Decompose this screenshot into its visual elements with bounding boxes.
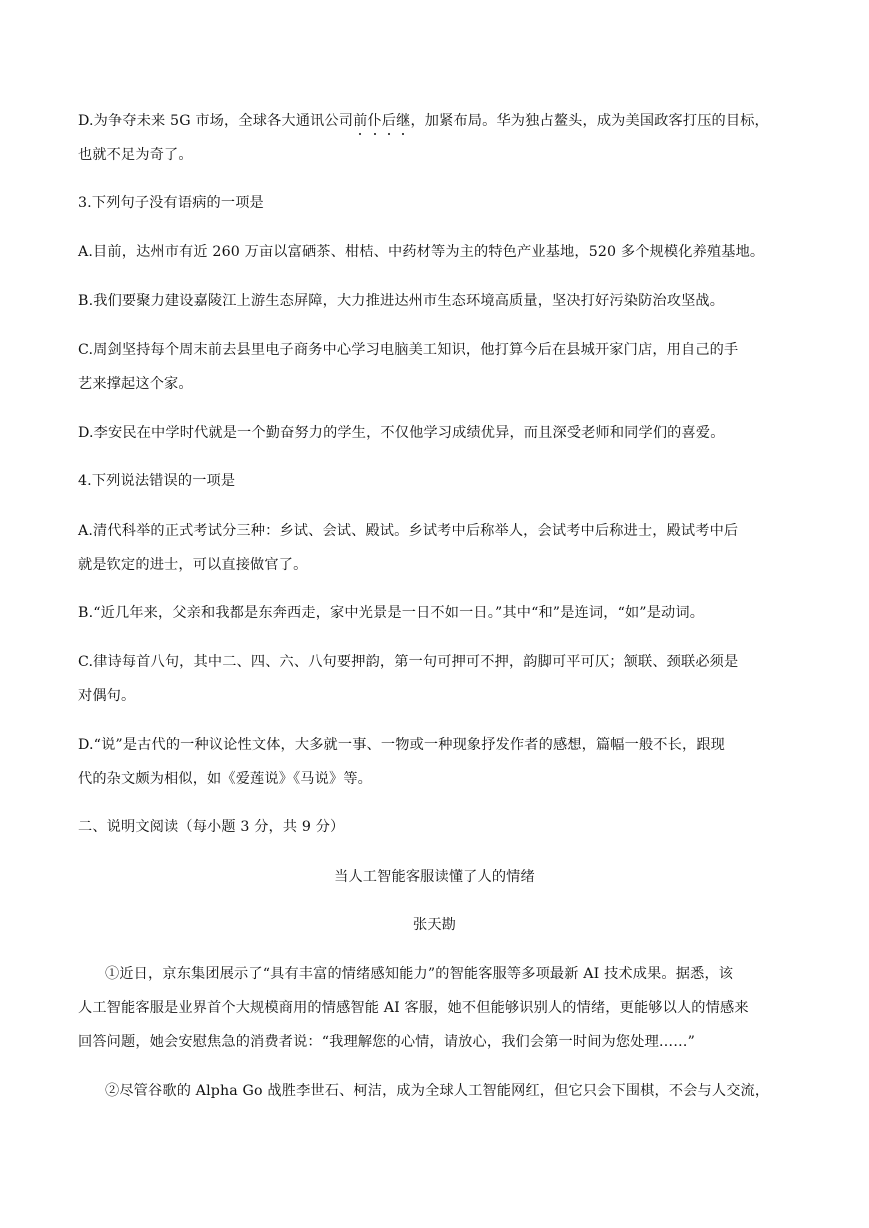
q3-option-b: B.我们要聚力建设嘉陵江上游生态屏障，大力推进达州市生态环境高质量，坚决打好污染防治攻坚战。: [78, 293, 725, 309]
emphasis-char-2: 仆: [367, 113, 382, 129]
q4-option-a-line1: A.清代科举的正式考试分三种：乡试、会试、殿试。乡试考中后称举人，会试考中后称进士，殿试考中后: [78, 523, 739, 539]
q3-option-c-line2: 艺来撑起这个家。: [78, 376, 193, 392]
q3-option-c-line1: C.周剑坚持每个周末前去县里电子商务中心学习电脑美工知识，他打算今后在县城开家门店，用自己的手: [78, 342, 739, 358]
emphasis-char-3: 后: [381, 113, 397, 129]
q4-option-a-line2: 就是钦定的进士，可以直接做官了。: [78, 557, 308, 573]
article-title: 当人工智能客服读懂了人的情绪: [334, 869, 535, 885]
q2-option-d-line1: [78, 112, 790, 130]
emphasis-char-4: 继: [396, 113, 411, 129]
q3-option-d: D.李安民在中学时代就是一个勤奋努力的学生，不仅他学习成绩优异，而且深受老师和同学们的喜爱。: [78, 425, 725, 441]
q3-option-a: A.目前，达州市有近 260 万亩以富硒茶、柑桔、中药材等为主的特色产业基地，520 多个规模化养殖基地。: [78, 244, 765, 260]
q3-stem: 3.下列句子没有语病的一项是: [78, 195, 264, 211]
q4-option-d-line1: D.“说”是古代的一种议论性文体，大多就一事、一物或一种现象抒发作者的感想，篇幅一般不长，跟现: [78, 737, 726, 753]
q4-option-c-line1: C.律诗每首八句，其中二、四、六、八句要押韵，第一句可押可不押，韵脚可平可仄；颔联、颈联必须是: [78, 654, 739, 670]
article-author: 张天勘: [412, 917, 456, 933]
q4-stem: 4.下列说法错误的一项是: [78, 473, 236, 489]
q4-option-c-line2: 对偶句。: [78, 688, 136, 704]
article-paragraph-1-line1: ①近日，京东集团展示了“具有丰富的情绪感知能力”的智能客服等多项最新 AI 技术成果。据悉，该: [105, 966, 734, 982]
article-paragraph-1-line3: 回答问题，她会安慰焦急的消费者说：“我理解您的心情，请放心，我们会第一时间为您处理……”: [78, 1034, 695, 1050]
section-heading: 二、说明文阅读（每小题 3 分，共 9 分）: [78, 819, 345, 835]
article-paragraph-1-line2: 人工智能客服是业界首个大规模商用的情感智能 AI 客服，她不但能够识别人的情绪，更能够以人的情感来: [78, 1000, 749, 1016]
emphasis-char-1: 前: [353, 113, 368, 129]
q4-option-b: B.“近几年来，父亲和我都是东奔西走，家中光景是一日不如一日。”其中“和”是连词，“如”是动词。: [78, 605, 705, 621]
q2-option-d-before: D.为争夺未来 5G 市场，全球各大通讯公司: [78, 113, 354, 129]
q2-option-d-after: ，加紧布局。华为独占鳌头，成为美国政客打压的目标，: [410, 113, 769, 129]
q4-option-d-line2: 代的杂文颇为相似，如《爱莲说》《马说》等。: [78, 771, 372, 787]
q2-option-d-line2: 也就不足为奇了。: [78, 147, 193, 163]
article-paragraph-2-line1: ②尽管谷歌的 Alpha Go 战胜李世石、柯洁，成为全球人工智能网红，但它只会下围棋，不会与人交流，: [105, 1083, 770, 1099]
